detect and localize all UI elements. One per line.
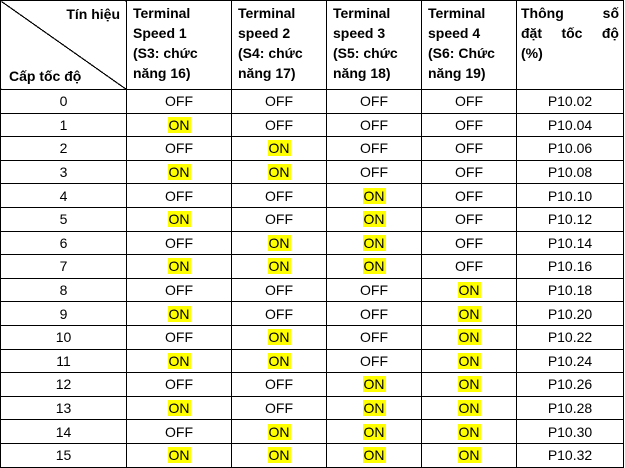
header-terminal-speed-4 [422,1,517,90]
terminal-speed-3-cell [327,349,422,373]
terminal-speed-4-cell [422,396,517,420]
speed-level-cell-value: 10 [55,329,72,346]
speed-param-cell [517,443,624,467]
table-row [1,184,624,208]
table-row [1,137,624,161]
terminal-speed-2-cell [232,325,327,349]
terminal-speed-1-cell [127,325,232,349]
speed-level-cell [1,349,127,373]
terminal-speed-2-cell [232,231,327,255]
terminal-speed-4-cell-value: ON [458,376,480,393]
terminal-speed-1-cell [127,443,232,467]
header-line: Terminal [428,5,486,21]
header-speed-param [517,1,624,90]
header-word: số [602,5,619,21]
terminal-speed-3-cell [327,373,422,397]
speed-level-cell-value: 5 [59,211,68,228]
terminal-speed-1-cell-value: OFF [165,234,193,251]
terminal-speed-3-cell [327,160,422,184]
terminal-speed-2-cell [232,302,327,326]
terminal-speed-2-cell [232,443,327,467]
speed-level-cell [1,137,127,161]
terminal-speed-3-cell-value: OFF [360,329,388,346]
header-word: Thông [521,5,564,21]
signal-label: Tín hiệu [66,6,120,22]
terminal-speed-2-cell [232,396,327,420]
table-row [1,325,624,349]
terminal-speed-2-cell-value: ON [268,234,290,251]
speed-level-cell [1,443,127,467]
terminal-speed-1-cell-value: OFF [165,282,193,299]
terminal-speed-4-cell-value: OFF [455,116,483,133]
terminal-speed-1-cell [127,373,232,397]
table-row [1,231,624,255]
header-line [521,3,619,23]
terminal-speed-1-cell [127,349,232,373]
speed-level-cell [1,113,127,137]
speed-level-cell-value: 13 [55,400,72,417]
speed-level-cell-value: 8 [59,282,68,299]
header-word: độ [601,25,619,41]
header-line: năng 18) [333,65,391,81]
speed-param-cell-value: P10.24 [547,352,593,369]
terminal-speed-2-cell-value: ON [268,140,290,157]
header-terminal-speed-2 [232,1,327,90]
header-line: Terminal [238,5,296,21]
terminal-speed-2-cell-value: OFF [265,187,293,204]
header-line: Terminal [133,5,191,21]
speed-param-cell-value: P10.08 [547,164,593,181]
terminal-speed-4-cell-value: OFF [455,234,483,251]
speed-param-cell-value: P10.32 [547,447,593,464]
header-terminal-speed-1 [127,1,232,90]
terminal-speed-4-cell-value: OFF [455,164,483,181]
terminal-speed-4-cell-value: ON [458,282,480,299]
speed-level-cell [1,325,127,349]
terminal-speed-2-cell-value: ON [268,352,290,369]
terminal-speed-3-cell [327,396,422,420]
terminal-speed-1-cell-value: OFF [165,423,193,440]
terminal-speed-4-cell [422,443,517,467]
terminal-speed-4-cell [422,255,517,279]
speed-param-cell [517,184,624,208]
terminal-speed-4-cell-value: OFF [455,211,483,228]
speed-param-cell-value: P10.14 [547,234,593,251]
speed-param-cell [517,373,624,397]
speed-level-cell [1,373,127,397]
terminal-speed-4-cell-value: ON [458,400,480,417]
terminal-speed-4-cell [422,325,517,349]
terminal-speed-2-cell [232,420,327,444]
terminal-speed-1-cell-value: ON [168,352,190,369]
speed-level-cell-value: 12 [55,376,72,393]
speed-level-cell [1,207,127,231]
terminal-speed-1-cell-value: ON [168,164,190,181]
terminal-speed-4-cell-value: OFF [455,258,483,275]
terminal-speed-3-cell [327,420,422,444]
speed-level-cell-value: 1 [59,116,68,133]
header-line: Speed 1 [133,25,187,41]
speed-param-cell [517,420,624,444]
terminal-speed-4-cell-value: OFF [455,140,483,157]
header-word: tốc [561,25,583,41]
terminal-speed-1-cell-value: ON [168,116,190,133]
corner-header-cell [1,1,127,90]
terminal-speed-1-cell-value: OFF [165,93,193,110]
terminal-speed-2-cell-value: ON [268,329,290,346]
terminal-speed-4-cell-value: ON [458,329,480,346]
table-row [1,396,624,420]
speed-level-cell [1,184,127,208]
header-line: (S6: Chức [428,45,495,61]
terminal-speed-4-cell [422,113,517,137]
terminal-speed-1-cell [127,137,232,161]
terminal-speed-1-cell-value: ON [168,258,190,275]
terminal-speed-1-cell-value: OFF [165,140,193,157]
header-word: đặt [521,25,542,41]
speed-param-cell [517,396,624,420]
speed-param-cell-value: P10.10 [547,187,593,204]
speed-param-cell-value: P10.20 [547,305,593,322]
terminal-speed-2-cell [232,207,327,231]
terminal-speed-3-cell-value: OFF [360,164,388,181]
terminal-speed-4-cell-value: OFF [455,187,483,204]
terminal-speed-1-cell-value: ON [168,400,190,417]
terminal-speed-1-cell [127,278,232,302]
table-row [1,349,624,373]
terminal-speed-3-cell-value: OFF [360,140,388,157]
speed-param-cell-value: P10.28 [547,400,593,417]
terminal-speed-4-cell [422,160,517,184]
speed-level-label: Cấp tốc độ [9,68,82,84]
terminal-speed-1-cell [127,231,232,255]
terminal-speed-3-cell-value: ON [363,211,385,228]
terminal-speed-3-cell-value: ON [363,234,385,251]
terminal-speed-4-cell [422,137,517,161]
terminal-speed-3-cell [327,90,422,114]
speed-param-cell [517,90,624,114]
terminal-speed-2-cell-value: OFF [265,211,293,228]
speed-param-cell [517,302,624,326]
terminal-speed-4-cell [422,349,517,373]
table-row [1,90,624,114]
speed-param-cell-value: P10.22 [547,329,593,346]
terminal-speed-4-cell [422,278,517,302]
terminal-speed-2-cell-value: OFF [265,400,293,417]
terminal-speed-4-cell [422,420,517,444]
speed-level-cell-value: 3 [59,164,68,181]
speed-param-cell [517,137,624,161]
terminal-speed-3-cell [327,443,422,467]
speed-level-cell-value: 6 [59,234,68,251]
terminal-speed-2-cell-value: OFF [265,116,293,133]
table-row [1,373,624,397]
speed-level-cell [1,231,127,255]
terminal-speed-2-cell [232,184,327,208]
header-line: năng 19) [428,65,486,81]
terminal-speed-3-cell-value: OFF [360,305,388,322]
terminal-speed-1-cell [127,90,232,114]
table-row [1,113,624,137]
header-line: speed 2 [238,25,291,41]
speed-level-cell-value: 0 [59,93,68,110]
table-row [1,255,624,279]
terminal-speed-2-cell [232,113,327,137]
terminal-speed-1-cell-value: OFF [165,376,193,393]
terminal-speed-3-cell-value: ON [363,400,385,417]
speed-param-cell-value: P10.06 [547,140,593,157]
terminal-speed-2-cell-value: ON [268,258,290,275]
terminal-speed-3-cell [327,231,422,255]
terminal-speed-3-cell-value: ON [363,376,385,393]
terminal-speed-4-cell-value: ON [458,305,480,322]
terminal-speed-1-cell [127,302,232,326]
terminal-speed-3-cell [327,325,422,349]
terminal-speed-3-cell-value: OFF [360,93,388,110]
terminal-speed-2-cell [232,90,327,114]
terminal-speed-1-cell [127,207,232,231]
terminal-speed-1-cell-value: ON [168,447,190,464]
speed-level-cell [1,396,127,420]
speed-param-cell-value: P10.18 [547,282,593,299]
terminal-speed-4-cell [422,90,517,114]
speed-level-cell-value: 9 [59,305,68,322]
header-line: năng 17) [238,65,296,81]
terminal-speed-4-cell [422,302,517,326]
speed-level-cell-value: 14 [55,423,72,440]
terminal-speed-1-cell-value: ON [168,305,190,322]
terminal-speed-1-cell-value: OFF [165,329,193,346]
terminal-speed-4-cell [422,207,517,231]
terminal-speed-4-cell-value: OFF [455,93,483,110]
terminal-speed-3-cell [327,278,422,302]
header-line: speed 3 [333,25,386,41]
table-row [1,278,624,302]
terminal-speed-2-cell [232,137,327,161]
terminal-speed-2-cell [232,373,327,397]
header-line [521,23,619,43]
speed-level-cell [1,420,127,444]
speed-param-cell [517,113,624,137]
speed-level-cell [1,302,127,326]
table-row [1,443,624,467]
terminal-speed-3-cell [327,137,422,161]
speed-level-cell-value: 7 [59,258,68,275]
speed-param-cell-value: P10.30 [547,423,593,440]
terminal-speed-3-cell [327,207,422,231]
terminal-speed-3-cell [327,255,422,279]
table-row [1,302,624,326]
terminal-speed-1-cell [127,184,232,208]
speed-param-cell-value: P10.02 [547,93,593,110]
terminal-speed-2-cell-value: OFF [265,305,293,322]
terminal-speed-1-cell [127,396,232,420]
terminal-speed-2-cell-value: ON [268,423,290,440]
speed-level-cell-value: 15 [55,447,72,464]
speed-param-cell-value: P10.16 [547,258,593,275]
terminal-speed-1-cell [127,255,232,279]
speed-param-cell-value: P10.26 [547,376,593,393]
speed-param-cell [517,255,624,279]
header-line: Terminal [333,5,391,21]
header-line: speed 4 [428,25,481,41]
terminal-speed-2-cell [232,160,327,184]
speed-param-cell [517,349,624,373]
terminal-speed-3-cell-value: ON [363,423,385,440]
header-line: (S5: chức [333,45,398,61]
speed-param-cell [517,160,624,184]
terminal-speed-4-cell-value: ON [458,447,480,464]
table-row [1,207,624,231]
speed-param-cell-value: P10.04 [547,116,593,133]
terminal-speed-4-cell-value: ON [458,423,480,440]
terminal-speed-3-cell-value: OFF [360,352,388,369]
header-terminal-speed-3 [327,1,422,90]
header-line: năng 16) [133,65,191,81]
terminal-speed-2-cell-value: OFF [265,376,293,393]
terminal-speed-4-cell [422,373,517,397]
table-row [1,420,624,444]
header-row [1,1,624,90]
speed-level-cell [1,278,127,302]
terminal-speed-1-cell [127,160,232,184]
speed-param-cell-value: P10.12 [547,211,593,228]
speed-param-cell [517,207,624,231]
speed-level-cell-value: 2 [59,140,68,157]
terminal-speed-2-cell [232,349,327,373]
terminal-speed-2-cell-value: ON [268,447,290,464]
terminal-speed-3-cell-value: ON [363,447,385,464]
terminal-speed-2-cell [232,255,327,279]
terminal-speed-3-cell [327,184,422,208]
header-line: (S4: chức [238,45,303,61]
header-line: (%) [521,45,543,61]
terminal-speed-4-cell [422,231,517,255]
speed-level-cell [1,255,127,279]
speed-level-cell [1,160,127,184]
terminal-speed-2-cell-value: OFF [265,282,293,299]
terminal-speed-1-cell [127,113,232,137]
terminal-speed-3-cell-value: OFF [360,282,388,299]
terminal-speed-4-cell [422,184,517,208]
terminal-speed-3-cell-value: ON [363,258,385,275]
terminal-speed-2-cell-value: ON [268,164,290,181]
terminal-speed-3-cell [327,113,422,137]
terminal-speed-2-cell-value: OFF [265,93,293,110]
table-body [1,90,624,468]
terminal-speed-2-cell [232,278,327,302]
speed-param-cell [517,231,624,255]
terminal-speed-1-cell-value: ON [168,211,190,228]
terminal-speed-3-cell [327,302,422,326]
terminal-speed-4-cell-value: ON [458,352,480,369]
speed-level-cell-value: 11 [56,352,71,369]
speed-level-cell [1,90,127,114]
terminal-speed-3-cell-value: OFF [360,116,388,133]
speed-param-cell [517,325,624,349]
terminal-speed-3-cell-value: ON [363,187,385,204]
speed-level-cell-value: 4 [59,187,68,204]
terminal-speed-1-cell-value: OFF [165,187,193,204]
terminal-speed-1-cell [127,420,232,444]
table-row [1,160,624,184]
speed-param-cell [517,278,624,302]
header-line: (S3: chức [133,45,198,61]
